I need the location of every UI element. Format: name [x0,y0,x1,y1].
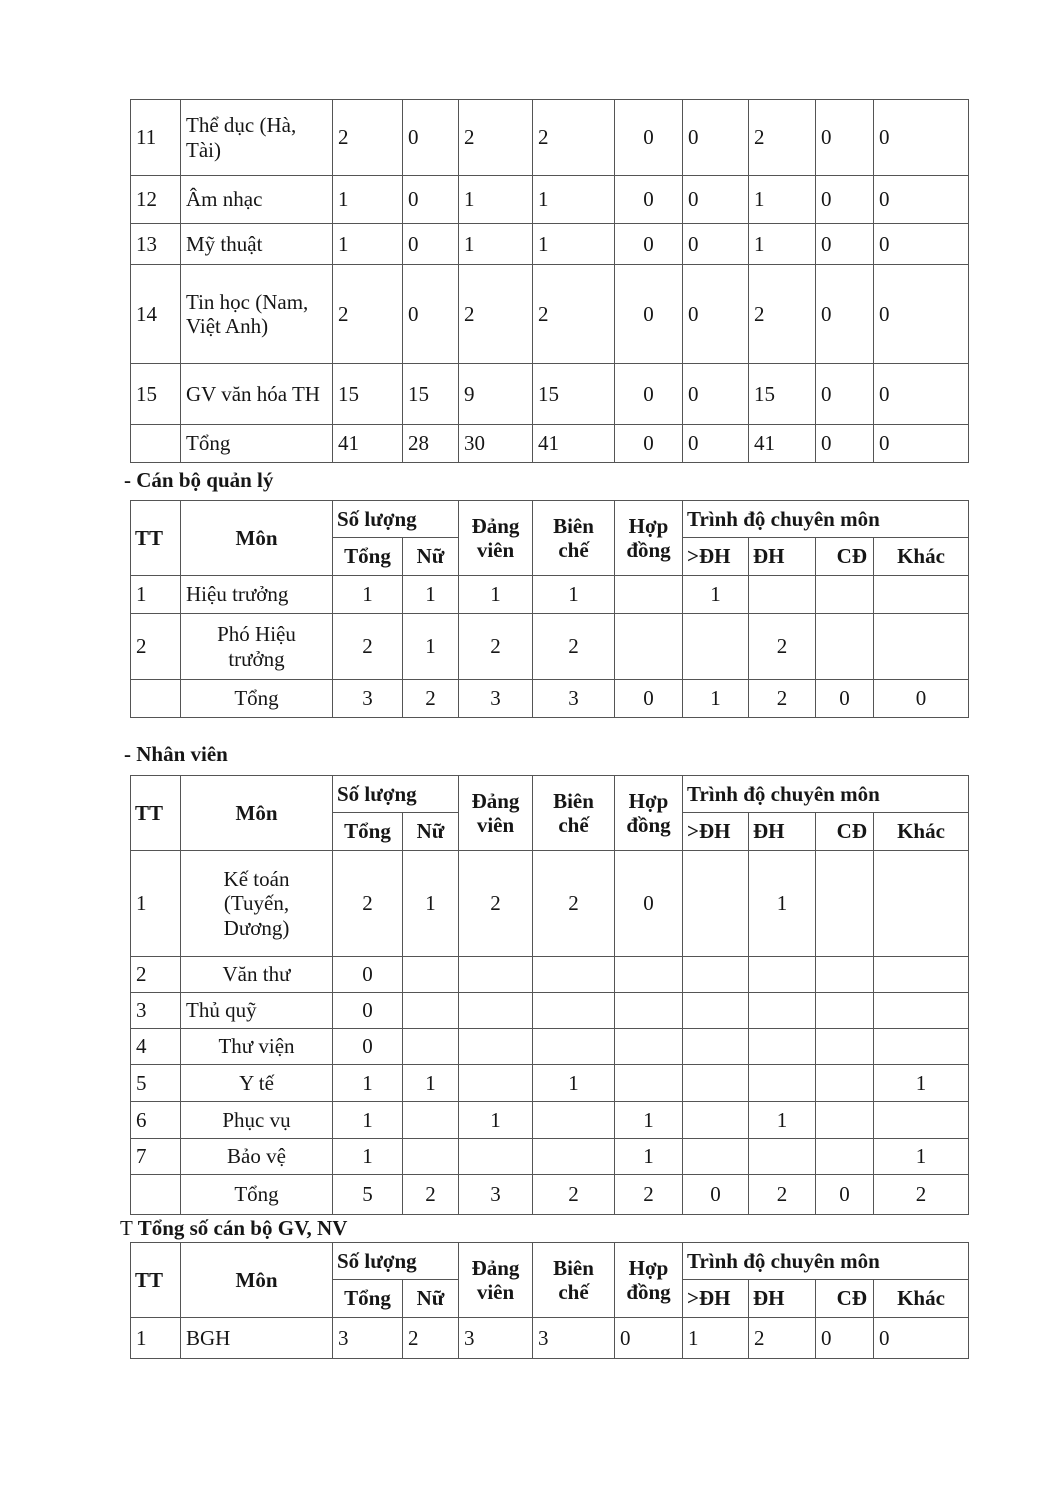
row-value-cell: 2 [749,265,816,364]
row-value-cell: 2 [533,265,615,364]
col-header-dh: ĐH [749,538,816,576]
col-header-tong: Tổng [333,538,403,576]
row-value-cell: 1 [403,614,459,680]
row-value-cell: 0 [683,176,749,224]
row-index-cell: 14 [131,265,181,364]
row-value-cell: 41 [749,425,816,463]
row-value-cell [533,957,615,993]
row-value-cell: 1 [459,576,533,614]
row-value-cell: 0 [874,265,969,364]
row-label-cell: Kế toán (Tuyến, Dương) [181,851,333,957]
table-row [131,176,969,224]
row-value-cell [533,993,615,1029]
row-label-cell: GV văn hóa TH [181,364,333,425]
row-value-cell: 3 [333,680,403,718]
row-value-cell: 1 [403,851,459,957]
row-value-cell [749,1139,816,1175]
row-value-cell [749,957,816,993]
row-value-cell: 2 [749,1175,816,1215]
row-value-cell: 1 [403,1065,459,1102]
row-value-cell [459,1139,533,1175]
row-value-cell: 1 [615,1139,683,1175]
row-label-cell: Tổng [181,680,333,718]
heading-prefix: T [120,1216,133,1240]
row-value-cell [403,993,459,1029]
col-header-hop-dong: Hợp đồng [615,1243,683,1318]
row-label-cell: Thủ quỹ [181,993,333,1029]
row-value-cell: 1 [459,224,533,265]
table-row [131,425,969,463]
row-label-cell: Âm nhạc [181,176,333,224]
col-header-tong: Tổng [333,813,403,851]
col-header-bien-che: Biên chế [533,776,615,851]
row-value-cell: 2 [403,1175,459,1215]
row-value-cell: 0 [816,364,874,425]
row-value-cell: 1 [403,576,459,614]
row-label-cell: Tổng [181,425,333,463]
row-label-cell: Văn thư [181,957,333,993]
row-value-cell: 3 [333,1318,403,1359]
col-header-cd: CĐ [816,1280,874,1318]
col-header-so-luong: Số lượng [333,776,459,813]
row-value-cell: 2 [749,1318,816,1359]
table-row [131,1029,969,1065]
table-row [131,1065,969,1102]
row-value-cell: 0 [816,100,874,176]
row-value-cell [874,993,969,1029]
row-value-cell: 0 [615,224,683,265]
row-value-cell: 0 [333,1029,403,1065]
table-row [131,1318,969,1359]
row-index-cell: 1 [131,576,181,614]
row-value-cell: 0 [333,993,403,1029]
table-row [131,1102,969,1139]
row-value-cell: 1 [333,224,403,265]
row-value-cell: 3 [533,1318,615,1359]
row-value-cell: 1 [333,1139,403,1175]
row-index-cell [131,680,181,718]
row-value-cell: 0 [683,425,749,463]
col-header-khac: Khác [874,1280,969,1318]
row-value-cell: 0 [874,680,969,718]
col-header-tren-dh: >ĐH [683,538,749,576]
row-label-cell: Tin học (Nam, Việt Anh) [181,265,333,364]
row-value-cell: 1 [749,1102,816,1139]
col-header-tong: Tổng [333,1280,403,1318]
table-row [131,1139,969,1175]
row-value-cell: 2 [459,100,533,176]
row-value-cell [459,993,533,1029]
row-value-cell: 1 [749,224,816,265]
col-header-cd: CĐ [816,813,874,851]
summary-table [130,1242,969,1359]
row-value-cell: 1 [533,576,615,614]
row-value-cell [459,957,533,993]
row-value-cell: 0 [615,1318,683,1359]
row-label-cell: Hiệu trưởng [181,576,333,614]
row-value-cell [816,851,874,957]
row-value-cell: 0 [874,224,969,265]
row-value-cell [816,1065,874,1102]
row-index-cell: 2 [131,957,181,993]
teacher-table-continued [130,99,969,463]
col-header-nu: Nữ [403,538,459,576]
col-header-dang-vien: Đảng viên [459,501,533,576]
row-value-cell [533,1139,615,1175]
col-header-mon: Môn [181,501,333,576]
row-value-cell [683,1139,749,1175]
row-value-cell: 1 [683,680,749,718]
row-value-cell [403,957,459,993]
row-index-cell: 11 [131,100,181,176]
summary-table-header [131,1243,969,1318]
row-value-cell [874,576,969,614]
col-header-dh: ĐH [749,1280,816,1318]
table-row [131,993,969,1029]
col-header-khac: Khác [874,538,969,576]
row-value-cell [533,1029,615,1065]
row-value-cell: 2 [749,680,816,718]
row-value-cell: 0 [816,680,874,718]
row-value-cell [403,1102,459,1139]
row-value-cell: 2 [333,265,403,364]
row-value-cell [615,1065,683,1102]
table-row [131,680,969,718]
col-header-mon: Môn [181,1243,333,1318]
col-header-tt: TT [131,1243,181,1318]
row-value-cell: 41 [333,425,403,463]
row-index-cell: 6 [131,1102,181,1139]
col-header-dang-vien: Đảng viên [459,776,533,851]
row-value-cell: 0 [816,1318,874,1359]
row-index-cell: 7 [131,1139,181,1175]
row-value-cell: 5 [333,1175,403,1215]
row-value-cell: 0 [615,265,683,364]
table-row [131,576,969,614]
row-value-cell: 1 [683,576,749,614]
row-value-cell: 1 [874,1065,969,1102]
row-value-cell: 0 [816,1175,874,1215]
row-value-cell: 0 [816,265,874,364]
table-row [131,224,969,265]
col-header-bien-che: Biên chế [533,501,615,576]
row-value-cell: 1 [459,176,533,224]
row-value-cell: 2 [533,614,615,680]
row-value-cell: 0 [615,176,683,224]
heading-text: Tổng số cán bộ GV, NV [137,1216,348,1240]
row-value-cell: 9 [459,364,533,425]
row-value-cell: 41 [533,425,615,463]
col-header-nu: Nữ [403,1280,459,1318]
row-value-cell: 3 [459,680,533,718]
col-header-trinh-do-chuyen-mon: Trình độ chuyên môn [683,501,969,538]
row-index-cell: 3 [131,993,181,1029]
row-value-cell: 1 [459,1102,533,1139]
row-value-cell: 0 [816,425,874,463]
row-value-cell: 1 [333,1102,403,1139]
row-index-cell: 12 [131,176,181,224]
row-value-cell: 2 [333,100,403,176]
col-header-mon: Môn [181,776,333,851]
col-header-khac: Khác [874,813,969,851]
row-index-cell: 13 [131,224,181,265]
table-row [131,1175,969,1215]
row-value-cell: 1 [749,176,816,224]
row-value-cell [615,614,683,680]
row-value-cell: 2 [333,851,403,957]
table-row [131,851,969,957]
col-header-trinh-do-chuyen-mon: Trình độ chuyên môn [683,1243,969,1280]
row-value-cell [874,1102,969,1139]
row-value-cell: 2 [403,680,459,718]
table-row [131,957,969,993]
row-value-cell [816,576,874,614]
row-index-cell: 1 [131,851,181,957]
staff-table-header [131,776,969,851]
row-value-cell: 2 [749,614,816,680]
section-heading-can-bo-quan-ly: - Cán bộ quản lý [124,468,274,492]
row-label-cell: Thể dục (Hà, Tài) [181,100,333,176]
row-value-cell [683,614,749,680]
col-header-trinh-do-chuyen-mon: Trình độ chuyên môn [683,776,969,813]
staff-table-body [131,851,969,1215]
row-value-cell: 0 [683,265,749,364]
summary-table-body [131,1318,969,1359]
col-header-tren-dh: >ĐH [683,813,749,851]
col-header-dang-vien: Đảng viên [459,1243,533,1318]
row-value-cell: 15 [749,364,816,425]
row-value-cell [749,1029,816,1065]
row-value-cell: 1 [533,224,615,265]
row-value-cell: 2 [533,100,615,176]
row-value-cell [683,1102,749,1139]
col-header-cd: CĐ [816,538,874,576]
row-value-cell: 0 [683,100,749,176]
row-value-cell: 3 [459,1318,533,1359]
row-value-cell: 15 [533,364,615,425]
row-value-cell: 1 [615,1102,683,1139]
row-value-cell: 0 [816,176,874,224]
row-value-cell [816,1139,874,1175]
row-value-cell: 1 [333,1065,403,1102]
row-value-cell: 2 [403,1318,459,1359]
row-value-cell: 3 [459,1175,533,1215]
row-value-cell [683,957,749,993]
row-value-cell: 2 [459,614,533,680]
row-label-cell: Mỹ thuật [181,224,333,265]
row-value-cell [874,957,969,993]
row-value-cell: 0 [615,364,683,425]
row-label-cell: Y tế [181,1065,333,1102]
staff-table [130,775,969,1215]
management-table-body [131,576,969,718]
row-label-cell: Bảo vệ [181,1139,333,1175]
section-heading-tong-so-can-bo [120,1215,968,1242]
col-header-hop-dong: Hợp đồng [615,501,683,576]
row-label-cell: BGH [181,1318,333,1359]
col-header-tt: TT [131,501,181,576]
row-value-cell [683,851,749,957]
row-value-cell: 2 [459,265,533,364]
row-value-cell: 3 [533,680,615,718]
row-index-cell [131,1175,181,1215]
row-value-cell: 2 [749,100,816,176]
row-index-cell: 1 [131,1318,181,1359]
management-table-header [131,501,969,576]
row-value-cell [874,1029,969,1065]
row-value-cell: 0 [874,425,969,463]
row-value-cell [683,1029,749,1065]
row-label-cell: Phục vụ [181,1102,333,1139]
col-header-dh: ĐH [749,813,816,851]
row-index-cell: 2 [131,614,181,680]
row-value-cell: 0 [874,176,969,224]
row-value-cell [403,1139,459,1175]
row-value-cell: 15 [333,364,403,425]
row-value-cell [874,851,969,957]
row-index-cell: 4 [131,1029,181,1065]
row-value-cell: 0 [615,851,683,957]
row-value-cell: 2 [533,1175,615,1215]
col-header-hop-dong: Hợp đồng [615,776,683,851]
section-heading-nhan-vien: - Nhân viên [124,742,228,766]
teacher-table-body [131,100,969,463]
table-row [131,265,969,364]
row-value-cell [683,993,749,1029]
row-value-cell: 0 [683,1175,749,1215]
row-value-cell: 28 [403,425,459,463]
row-value-cell: 1 [533,176,615,224]
row-value-cell: 1 [749,851,816,957]
row-value-cell: 0 [615,100,683,176]
row-label-cell: Phó Hiệu trưởng [181,614,333,680]
row-index-cell: 5 [131,1065,181,1102]
col-header-so-luong: Số lượng [333,1243,459,1280]
col-header-nu: Nữ [403,813,459,851]
row-value-cell: 0 [403,176,459,224]
row-value-cell [615,993,683,1029]
table-row [131,614,969,680]
row-value-cell [615,957,683,993]
row-index-cell [131,425,181,463]
row-index-cell: 15 [131,364,181,425]
row-value-cell: 0 [615,425,683,463]
row-value-cell [403,1029,459,1065]
management-table [130,500,969,718]
row-value-cell: 1 [874,1139,969,1175]
row-value-cell [816,1029,874,1065]
row-value-cell: 1 [333,176,403,224]
row-value-cell [816,993,874,1029]
row-value-cell: 2 [615,1175,683,1215]
table-row [131,100,969,176]
row-value-cell: 0 [615,680,683,718]
row-value-cell: 0 [874,364,969,425]
row-value-cell [615,576,683,614]
row-value-cell [683,1065,749,1102]
row-value-cell: 1 [333,576,403,614]
row-value-cell [533,1102,615,1139]
row-value-cell: 2 [459,851,533,957]
row-value-cell: 15 [403,364,459,425]
row-value-cell: 0 [874,100,969,176]
row-value-cell: 0 [403,100,459,176]
row-value-cell [874,614,969,680]
col-header-so-luong: Số lượng [333,501,459,538]
row-value-cell: 30 [459,425,533,463]
row-value-cell [749,576,816,614]
row-value-cell [459,1065,533,1102]
row-label-cell: Tổng [181,1175,333,1215]
row-value-cell: 2 [333,614,403,680]
row-value-cell: 0 [816,224,874,265]
row-label-cell: Thư viện [181,1029,333,1065]
row-value-cell: 0 [683,224,749,265]
row-value-cell: 0 [403,224,459,265]
document-content [120,99,968,1359]
row-value-cell [816,614,874,680]
table-row [131,364,969,425]
row-value-cell [749,1065,816,1102]
row-value-cell: 1 [533,1065,615,1102]
row-value-cell: 0 [874,1318,969,1359]
row-value-cell: 2 [874,1175,969,1215]
col-header-tren-dh: >ĐH [683,1280,749,1318]
col-header-tt: TT [131,776,181,851]
row-value-cell [816,1102,874,1139]
row-value-cell: 0 [333,957,403,993]
row-value-cell [615,1029,683,1065]
row-value-cell [816,957,874,993]
row-value-cell: 2 [533,851,615,957]
row-value-cell: 0 [683,364,749,425]
row-value-cell [749,993,816,1029]
row-value-cell [459,1029,533,1065]
col-header-bien-che: Biên chế [533,1243,615,1318]
row-value-cell: 0 [403,265,459,364]
row-value-cell: 1 [683,1318,749,1359]
